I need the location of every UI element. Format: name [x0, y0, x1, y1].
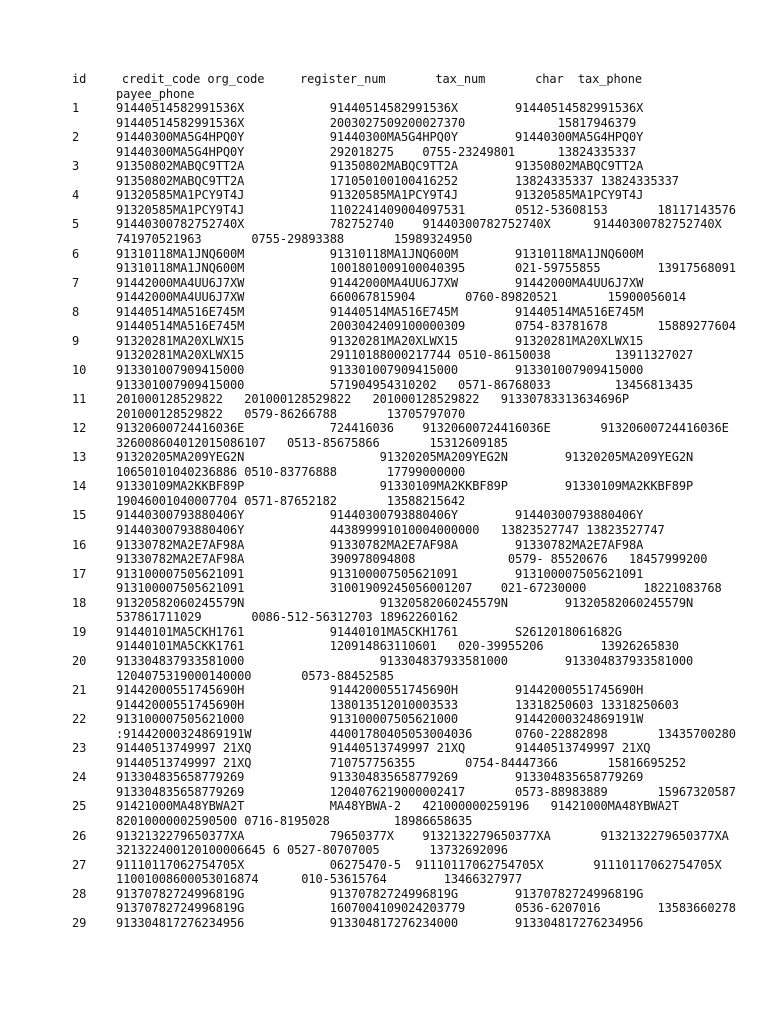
row-line-1: 91440300MA5G4HPQ0Y 91440300MA5G4HPQ0Y 91440300MA5G4HPQ0Y: [116, 130, 644, 145]
row-id: 21: [72, 683, 87, 697]
row-line-2: 913301007909415000 571904954310202 0571-86768033 13456813435: [116, 377, 694, 392]
row-id: 5: [72, 217, 80, 232]
row-line-1: 91320585MA1PCY9T4J 91320585MA1PCY9T4J 91320585MA1PCY9T4J: [116, 188, 644, 203]
row-line-2: 10650101040236886 0510-83776888 17799000000: [116, 464, 466, 479]
row-line-1: 91110117062754705X 06275470-5 91110117062754705X 91110117062754705X: [116, 857, 722, 872]
row-id: 20: [72, 653, 87, 668]
row-line-2: 913304835658779269 1204076219000002417 0573-88983889 15967320587: [116, 784, 736, 799]
row-line-1: 91440514582991536X 91440514582991536X 91440514582991536X: [116, 101, 644, 115]
row-line-2: 913100007505621091 31001909245056001207 021-67230000 18221083768: [116, 581, 722, 596]
row-line-1: 201000128529822 201000128529822 201000128529822 91330783313634696P: [116, 392, 629, 406]
row-line-2: 91320585MA1PCY9T4J 1102241409004097531 0512-53608153 18117143576: [116, 202, 736, 217]
row-id: 16: [72, 537, 87, 552]
row-id: 12: [72, 421, 87, 436]
row-line-1: 91310118MA1JNQ600M 91310118MA1JNQ600M 91310118MA1JNQ600M: [116, 246, 644, 261]
row-id: 14: [72, 479, 87, 494]
row-id: 27: [72, 857, 87, 872]
row-id: 15: [72, 508, 87, 523]
row-line-1: 91440513749997 21XQ 91440513749997 21XQ 91440513749997 21XQ: [116, 741, 651, 756]
row-line-1: 91330782MA2E7AF98A 91330782MA2E7AF98A 91330782MA2E7AF98A: [116, 537, 644, 552]
row-id: 26: [72, 828, 87, 843]
row-line-2: 321322400120100006645 6 0527-80707005 13732692096: [116, 843, 508, 858]
row-id: 25: [72, 799, 87, 814]
row-line-2: 91440300MA5G4HPQ0Y 292018275 0755-23249801 13824335337: [116, 144, 637, 159]
row-id: 1: [72, 101, 80, 115]
row-id: 4: [72, 188, 80, 203]
row-line-1: 91330109MA2KKBF89P 91330109MA2KKBF89P 91330109MA2KKBF89P: [116, 479, 694, 494]
row-line-2: 82010000002590500 0716-8195028 18986658635: [116, 814, 473, 828]
row-line-2: 91440513749997 21XQ 710757756355 0754-84447366 15816695252: [116, 755, 686, 770]
header-line-2: payee_phone: [116, 87, 195, 101]
row-id: 19: [72, 624, 87, 639]
row-line-1: 91442000551745690H 91442000551745690H 91442000551745690H: [116, 683, 644, 697]
row-line-2: 91442000551745690H 138013512010003533 13318250603 13318250603: [116, 697, 679, 712]
row-line-1: 91440300793880406Y 91440300793880406Y 91440300793880406Y: [116, 508, 644, 523]
row-line-2: 91440514MA516E745M 2003042409100000309 0754-83781678 15889277604: [116, 319, 736, 334]
row-line-1: 91421000MA48YBWA2T MA48YBWA-2 421000000259196 91421000MA48YBWA2T: [116, 799, 679, 814]
row-line-1: 91440514MA516E745M 91440514MA516E745M 91440514MA516E745M: [116, 304, 644, 319]
row-id: 17: [72, 566, 87, 581]
row-id: 6: [72, 246, 80, 261]
row-line-2: 91440300793880406Y 443899991010004000000 13823527747 13823527747: [116, 523, 665, 537]
row-line-1: 91320281MA20XLWX15 91320281MA20XLWX15 91320281MA20XLWX15: [116, 333, 644, 348]
row-id: 13: [72, 450, 87, 465]
row-id: 24: [72, 770, 87, 785]
row-line-1: 91320582060245579N 91320582060245579N 91320582060245579N: [116, 595, 694, 610]
row-id: 10: [72, 362, 87, 377]
row-line-1: 91440300782752740X 782752740 91440300782752740X 91440300782752740X: [116, 217, 722, 232]
row-line-2: 741970521963 0755-29893388 15989324950: [116, 232, 473, 246]
row-line-2: 326008604012015086107 0513-85675866 15312609185: [116, 435, 508, 450]
row-id: 28: [72, 886, 87, 901]
row-line-2: 1204075319000140000 0573-88452585: [116, 668, 394, 683]
row-line-2: 91440514582991536X 2003027509200027370 15817946379: [116, 115, 637, 130]
row-line-1: 91350802MABQC9TT2A 91350802MABQC9TT2A 91350802MABQC9TT2A: [116, 159, 644, 174]
row-line-1: 913304835658779269 913304835658779269 913304835658779269: [116, 770, 644, 785]
row-line-1: 9132132279650377XA 79650377X 9132132279650377XA 9132132279650377XA: [116, 828, 729, 843]
row-id: 8: [72, 304, 80, 319]
row-line-2: 91442000MA4UU6J7XW 660067815904 0760-89820521 15900056014: [116, 290, 686, 305]
row-id: 3: [72, 159, 80, 174]
row-line-2: 11001008600053016874 010-53615764 13466327977: [116, 872, 523, 887]
row-id: 7: [72, 275, 80, 290]
row-id: 9: [72, 333, 80, 348]
row-line-2: :91442000324869191W 44001780405053004036 0760-22882898 13435700280: [116, 726, 736, 741]
row-line-2: 201000128529822 0579-86266788 13705797070: [116, 406, 466, 421]
row-line-2: 19046001040007704 0571-87652182 13588215642: [116, 493, 466, 508]
row-line-1: 91320600724416036E 724416036 91320600724416036E 91320600724416036E: [116, 421, 729, 436]
row-line-1: 913304837933581000 913304837933581000 913304837933581000: [116, 653, 694, 668]
row-line-2: 91310118MA1JNQ600M 1001801009100040395 021-59755855 13917568091: [116, 261, 736, 276]
row-line-2: 91440101MA5CKK1761 120914863110601 020-39955206 13926265830: [116, 639, 679, 654]
row-line-2: 91350802MABQC9TT2A 171050100100416252 13824335337 13824335337: [116, 173, 679, 188]
row-id: 18: [72, 595, 87, 610]
row-line-1: 913100007505621091 913100007505621091 913100007505621091: [116, 566, 644, 581]
row-line-1: 913100007505621000 913100007505621000 91442000324869191W: [116, 712, 644, 727]
header-line-1: id credit_code org_code register_num tax_num char tax_phone: [72, 72, 642, 86]
row-line-1: 91440101MA5CKH1761 91440101MA5CKH1761 S2612018061682G: [116, 624, 622, 639]
row-id: 22: [72, 712, 87, 727]
row-line-1: 913304817276234956 913304817276234000 913304817276234956: [116, 915, 644, 930]
row-line-2: 91370782724996819G 1607004109024203779 0536-6207016 13583660278: [116, 901, 736, 916]
row-id: 29: [72, 915, 87, 930]
row-line-1: 91320205MA209YEG2N 91320205MA209YEG2N 91320205MA209YEG2N: [116, 450, 694, 465]
row-id: 23: [72, 741, 87, 756]
row-line-1: 91370782724996819G 91370782724996819G 91370782724996819G: [116, 886, 644, 901]
row-line-2: 91320281MA20XLWX15 29110188000217744 0510-86150038 13911327027: [116, 348, 694, 363]
row-line-1: 913301007909415000 913301007909415000 913301007909415000: [116, 362, 644, 377]
row-line-1: 91442000MA4UU6J7XW 91442000MA4UU6J7XW 91442000MA4UU6J7XW: [116, 275, 644, 290]
row-id: 2: [72, 130, 80, 145]
row-line-2: 91330782MA2E7AF98A 390978094808 0579- 85520676 18457999200: [116, 552, 708, 567]
row-id: 11: [72, 392, 87, 406]
row-line-2: 537861711029 0086-512-56312703 18962260162: [116, 610, 458, 625]
